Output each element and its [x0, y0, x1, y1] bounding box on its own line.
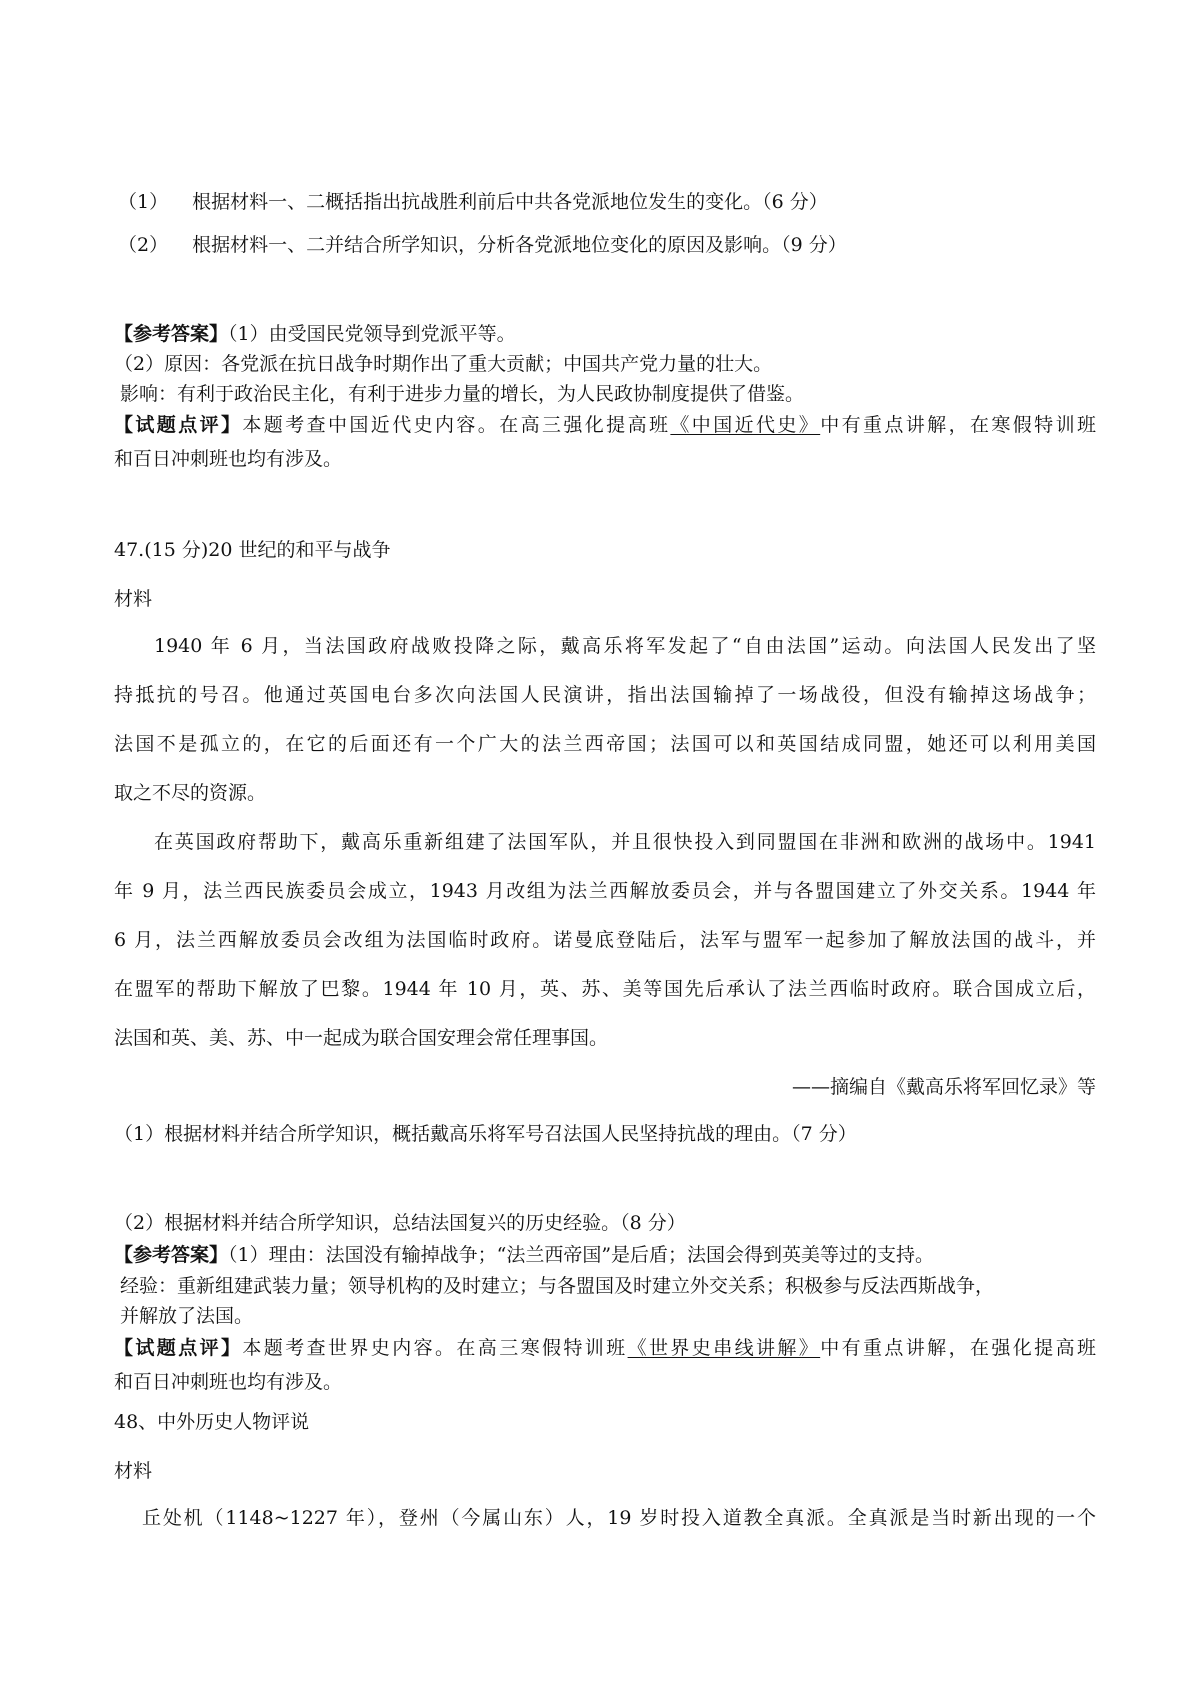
q47-title: 47.(15 分)20 世纪的和平与战争: [114, 539, 391, 561]
q47-material-label: 材料: [114, 588, 153, 610]
q47-p1-line1: 1940 年 6 月，当法国政府战败投降之际，戴高乐将军发起了“自由法国”运动。向法国人民发出了坚: [154, 635, 1096, 657]
q47-p2-line4: 在盟军的帮助下解放了巴黎。1944 年 10 月，英、苏、美等国先后承认了法兰西临时政府。联合国成立后，: [114, 978, 1096, 1000]
q47-comment-post: 中有重点讲解，在强化提高班: [820, 1337, 1096, 1359]
q46-comment-post: 中有重点讲解，在寒假特训班: [820, 414, 1096, 436]
q47-answer-line1: [114, 1242, 934, 1268]
q47-answer1: （1）理由：法国没有输掉战争；“法兰西帝国”是后盾；法国会得到英美等过的支持。: [228, 1244, 935, 1266]
q47-p1-line4: 取之不尽的资源。: [114, 782, 267, 804]
q47-p2-line3: 6 月，法兰西解放委员会改组为法国临时政府。诺曼底登陆后，法军与盟军一起参加了解放法国的战斗，并: [114, 929, 1096, 951]
q47-answer3: 并解放了法国。: [120, 1305, 254, 1327]
q47-p1-line2: 持抵抗的号召。他通过英国电台多次向法国人民演讲，指出法国输掉了一场战役，但没有输掉这场战争；: [114, 684, 1096, 706]
q46-answer-label: 【参考答案】: [114, 323, 229, 345]
q46-sub2-text: 根据材料一、二并结合所学知识，分析各党派地位变化的原因及影响。（9 分）: [192, 234, 847, 256]
q46-answer1: （1）由受国民党领导到党派平等。: [228, 323, 516, 345]
q46-answer2: （2）原因：各党派在抗日战争时期作出了重大贡献；中国共产党力量的壮大。: [114, 353, 773, 375]
q46-sub1: [118, 189, 828, 215]
q46-sub1-num: （1）: [118, 191, 169, 213]
q47-comment-book: 《世界史串线讲解》: [627, 1337, 821, 1359]
q47-comment-line1: [114, 1335, 1096, 1361]
q47-answer2: 经验：重新组建武装力量；领导机构的及时建立；与各盟国及时建立外交关系；积极参与反法西斯战争，: [120, 1275, 995, 1297]
q47-p2-line5: 法国和英、美、苏、中一起成为联合国安理会常任理事国。: [114, 1027, 609, 1049]
q47-p1-line3: 法国不是孤立的，在它的后面还有一个广大的法兰西帝国；法国可以和英国结成同盟，她还可以利用美国: [114, 733, 1096, 755]
q46-sub2: [118, 232, 847, 258]
q46-comment-label: 【试题点评】: [114, 414, 243, 436]
q47-comment-line2: 和百日冲刺班也均有涉及。: [114, 1371, 343, 1393]
q46-sub1-text: 根据材料一、二概括指出抗战胜利前后中共各党派地位发生的变化。（6 分）: [192, 191, 828, 213]
q47-sub1: （1）根据材料并结合所学知识，概括戴高乐将军号召法国人民坚持抗战的理由。（7 分）: [114, 1123, 857, 1145]
q46-comment-line2: 和百日冲刺班也均有涉及。: [114, 448, 343, 470]
q46-comment-pre: 本题考查中国近代史内容。在高三强化提高班: [242, 414, 671, 436]
q46-answer-line1: [114, 321, 516, 347]
q47-comment-pre: 本题考查世界史内容。在高三寒假特训班: [242, 1337, 628, 1359]
q47-source: ——摘编自《戴高乐将军回忆录》等: [791, 1076, 1096, 1098]
q48-p1-line1: 丘处机（1148~1227 年），登州（今属山东）人，19 岁时投入道教全真派。全真派是当时新出现的一个: [142, 1507, 1096, 1529]
q46-answer3: 影响：有利于政治民主化，有利于进步力量的增长，为人民政协制度提供了借鉴。: [120, 383, 805, 405]
q47-answer-label: 【参考答案】: [114, 1244, 229, 1266]
q47-p2-line2: 年 9 月，法兰西民族委员会成立，1943 月改组为法兰西解放委员会，并与各盟国建立了外交关系。1944 年: [114, 880, 1096, 902]
q48-material-label: 材料: [114, 1460, 153, 1482]
q47-comment-label: 【试题点评】: [114, 1337, 243, 1359]
q48-title: 48、中外历史人物评说: [114, 1411, 310, 1433]
q46-sub2-num: （2）: [118, 234, 169, 256]
q47-p2-line1: 在英国政府帮助下，戴高乐重新组建了法国军队，并且很快投入到同盟国在非洲和欧洲的战场中。1941: [154, 831, 1096, 853]
q47-sub2: （2）根据材料并结合所学知识，总结法国复兴的历史经验。（8 分）: [114, 1212, 686, 1234]
q46-comment-book: 《中国近代史》: [670, 414, 821, 436]
q46-comment-line1: [114, 412, 1096, 438]
